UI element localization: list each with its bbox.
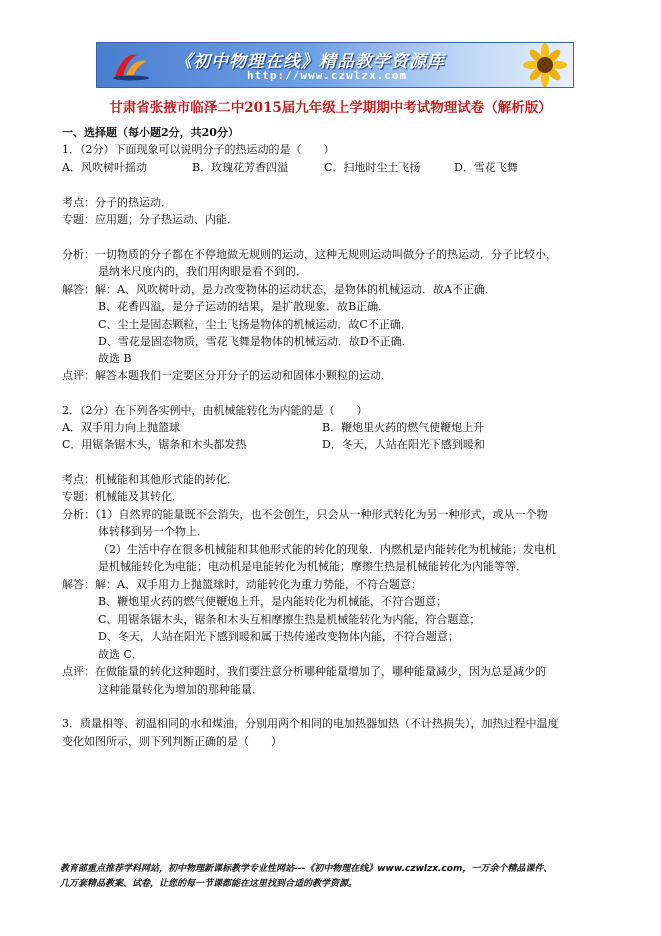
q1-kaodian: 考点：分子的热运动．: [62, 196, 172, 209]
q1-option-c: C．扫地时尘土飞扬: [324, 161, 421, 174]
q2-zhuanti: 专题：机械能及其转化．: [62, 490, 183, 503]
q2-option-a: A．双手用力向上抛篮球: [62, 421, 180, 434]
q2-jieda-line: D、冬天，人站在阳光下感到暖和属于热传递改变物体内能，不符合题意；: [98, 630, 459, 643]
section-header: 一、选择题（每小题2分，共20分）: [62, 126, 239, 139]
q1-fenxi-line: 分析：一切物质的分子都在不停地做无规则的运动，这种无规则运动叫做分子的热运动．分子比较小，: [62, 248, 557, 261]
banner-url: http://www.czwlzx.com: [247, 69, 408, 82]
q2-jieda-line: 故选 C．: [98, 648, 143, 661]
q2-fenxi-line: 是机械能转化为电能；电动机是电能转化为机械能；摩擦生热是机械能转化为内能等等．: [98, 560, 527, 573]
q1-jieda-line: 解答：解：A、风吹树叶动，是力改变物体的运动状态，是物体的机械运动．故A不正确．: [62, 283, 496, 296]
site-logo-icon: [111, 49, 151, 81]
sunflower-icon: [511, 43, 571, 87]
q1-jieda-line: 故选 B: [98, 352, 132, 365]
q1-stem: 1．（2分）下面现象可以说明分子的热运动的是（ ）: [62, 143, 335, 156]
q2-fenxi-line: 分析：（1）自然界的能量既不会消失，也不会创生，只会从一种形式转化为另一种形式，或从一个物: [62, 508, 548, 521]
q2-dianping-line: 这种能量转化为增加的那种能量．: [98, 683, 263, 696]
q2-option-c: C．用锯条锯木头，锯条和木头都发热: [62, 438, 247, 451]
q2-option-d: D．冬天，人站在阳光下感到暖和: [322, 438, 485, 451]
q1-dianping: 点评：解答本题我们一定要区分开分子的运动和固体小颗粒的运动．: [62, 369, 392, 382]
banner-title: 《初中物理在线》精品教学资源库: [175, 52, 445, 72]
q2-option-b: B．鞭炮里火药的燃气使鞭炮上升: [322, 421, 485, 434]
q2-kaodian: 考点：机械能和其他形式能的转化．: [62, 473, 238, 486]
q1-jieda-line: D、雪花是固态物质，雪花飞舞是物体的机械运动．故D不正确．: [98, 335, 413, 348]
q1-option-d: D．雪花飞舞: [454, 161, 518, 174]
q1-jieda-line: C、尘土是固态颗粒，尘土飞扬是物体的机械运动．故C不正确．: [98, 318, 412, 331]
q2-jieda-line: 解答：解：A、双手用力上抛篮球时，动能转化为重力势能，不符合题意；: [62, 578, 422, 591]
footer-line: 教育部重点推荐学科网站，初中物理新课标教学专业性网站---《初中物理在线》www.czwlzx.com，一万余个精品课件、: [60, 864, 553, 874]
page-footer: [60, 862, 620, 892]
document-title: 甘肃省张掖市临泽二中2015届九年级上学期期中考试物理试卷（解析版）: [109, 100, 552, 116]
footer-line: 几万套精品教案、试卷，让您的每一节课都能在这里找到合适的教学资源。: [60, 879, 358, 889]
q2-dianping-line: 点评：在做能量的转化这种题时，我们要注意分析哪种能量增加了，哪种能量减少，因为总是减少的: [62, 665, 546, 678]
q3-stem-line: 3．质量相等、初温相同的水和煤油，分别用两个相同的电加热器加热（不计热损失），加热过程中温度: [62, 717, 559, 730]
q2-jieda-line: C、用锯条锯木头，锯条和木头互相摩擦生热是机械能转化为内能，符合题意；: [98, 613, 481, 626]
q1-jieda-line: B、花香四溢，是分子运动的结果，是扩散现象．故B正确．: [98, 300, 390, 313]
q1-option-a: A．风吹树叶摇动: [62, 161, 147, 174]
q2-jieda-line: B、鞭炮里火药的燃气使鞭炮上升，是内能转化为机械能，不符合题意；: [98, 595, 448, 608]
header-banner: [96, 42, 574, 88]
q3-stem-line: 变化如图所示，则下列判断正确的是（ ）: [62, 735, 282, 748]
q1-option-b: B．玫瑰花芳香四溢: [192, 161, 289, 174]
q1-fenxi-line: 是纳米尺度内的，我们用肉眼是看不到的．: [98, 265, 307, 278]
q1-zhuanti: 专题：应用题；分子热运动、内能．: [62, 213, 238, 226]
q2-stem: 2．（2分）在下列各实例中，由机械能转化为内能的是（ ）: [62, 404, 368, 417]
q2-fenxi-line: 体转移到另一个物上．: [98, 525, 208, 538]
q2-fenxi-line: （2）生活中存在很多机械能和其他形式能的转化的现象．内燃机是内能转化为机械能；发电机: [98, 543, 556, 556]
